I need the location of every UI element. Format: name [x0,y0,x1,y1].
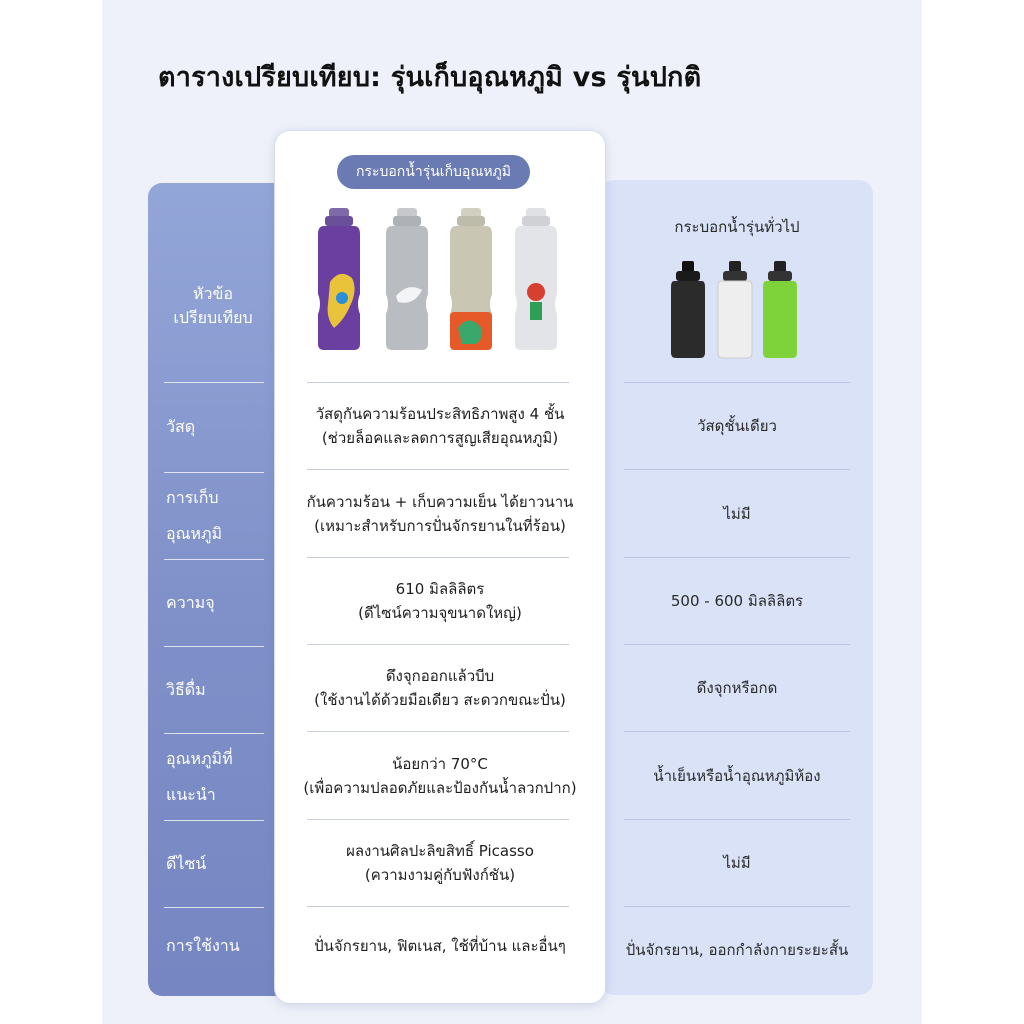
insulated-recommended-temperature [290,732,590,819]
insulated-note: (ดีไซน์ความจุขนาดใหญ่) [358,604,522,622]
bottle-beige [450,208,492,350]
regular-recommended-temperature: น้ำเย็นหรือน้ำอุณหภูมิห้อง [653,766,821,785]
insulated-capacity [290,558,590,644]
insulated-text: ผลงานศิลปะลิขสิทธิ์ Picasso [346,842,534,860]
insulated-text: น้อยกว่า 70°C [392,754,488,773]
row-label-text: อุณหภูมิ [166,524,223,543]
regular-usage: ปั่นจักรยาน, ออกกำลังกายระยะสั้น [625,941,849,959]
insulated-usage [290,907,590,985]
insulated-temperature-retention [290,470,590,557]
bottle-black [671,261,705,358]
insulated-text: ปั่นจักรยาน, ฟิตเนส, ใช้ที่บ้าน และอื่นๆ [314,937,566,955]
insulated-text: ดึงจุกออกแล้วบีบ [385,667,495,685]
insulated-text: 610 มิลลิลิตร [395,580,485,598]
insulated-note: (ช่วยล็อคและลดการสูญเสียอุณหภูมิ) [321,429,559,447]
row-label-material [166,383,276,471]
insulated-design [290,820,590,906]
row-label-text: ดีไซน์ [166,854,207,873]
row-label-text: วัสดุ [166,417,196,436]
regular-column-heading: กระบอกน้ำรุ่นทั่วไป [674,218,800,236]
insulated-text: วัสดุกันความร้อนประสิทธิภาพสูง 4 ชั้น [315,405,565,423]
insulated-note: (ใช้งานได้ด้วยมือเดียว สะดวกขณะปั่น) [314,691,566,709]
insulated-drinking-method [290,645,590,731]
insulated-note: (เหมาะสำหรับการปั่นจักรยานในที่ร้อน) [314,516,566,535]
row-label-text: การเก็บ [166,488,219,507]
row-label-capacity [166,560,276,646]
regular-design: ไม่มี [723,854,751,872]
criteria-header [158,280,268,332]
row-label-design [166,821,276,907]
row-label-drinking-method [166,647,276,733]
bottle-white-regular [718,261,752,358]
insulated-text: กันความร้อน + เก็บความเย็น ได้ยาวนาน [306,492,574,511]
row-label-text: ความจุ [166,593,215,612]
regular-drinking-method: ดึงจุกหรือกด [696,679,778,697]
insulated-column-badge: กระบอกน้ำรุ่นเก็บอุณหภูมิ [337,155,530,189]
criteria-header-line1: หัวข้อ [192,284,234,303]
row-label-text: การใช้งาน [166,936,240,955]
bottle-grey [386,208,428,350]
insulated-material [290,383,590,469]
insulated-bottles-image [290,200,590,360]
regular-bottles-image [660,255,810,365]
insulated-note: (ความงามคู่กับฟังก์ชัน) [364,866,516,884]
criteria-header-line2: เปรียบเทียบ [173,308,253,327]
row-label-text: อุณหภูมิที่ [166,749,233,768]
row-label-text: แนะนำ [166,785,216,804]
regular-material: วัสดุชั้นเดียว [697,417,777,435]
row-label-recommended-temperature [166,734,276,820]
bottle-green [763,261,797,358]
row-label-text: วิธีดื่ม [166,680,206,699]
page-title: ตารางเปรียบเทียบ: รุ่นเก็บอุณหภูมิ vs รุ่นปกติ [158,62,702,93]
row-label-temperature-retention [166,473,276,559]
row-label-usage [166,908,276,984]
insulated-note: (เพื่อความปลอดภัยและป้องกันน้ำลวกปาก) [303,778,577,797]
bottle-purple [318,208,360,350]
regular-capacity: 500 - 600 มิลลิลิตร [670,592,804,610]
regular-temperature-retention: ไม่มี [723,504,751,523]
bottle-white [515,208,557,350]
